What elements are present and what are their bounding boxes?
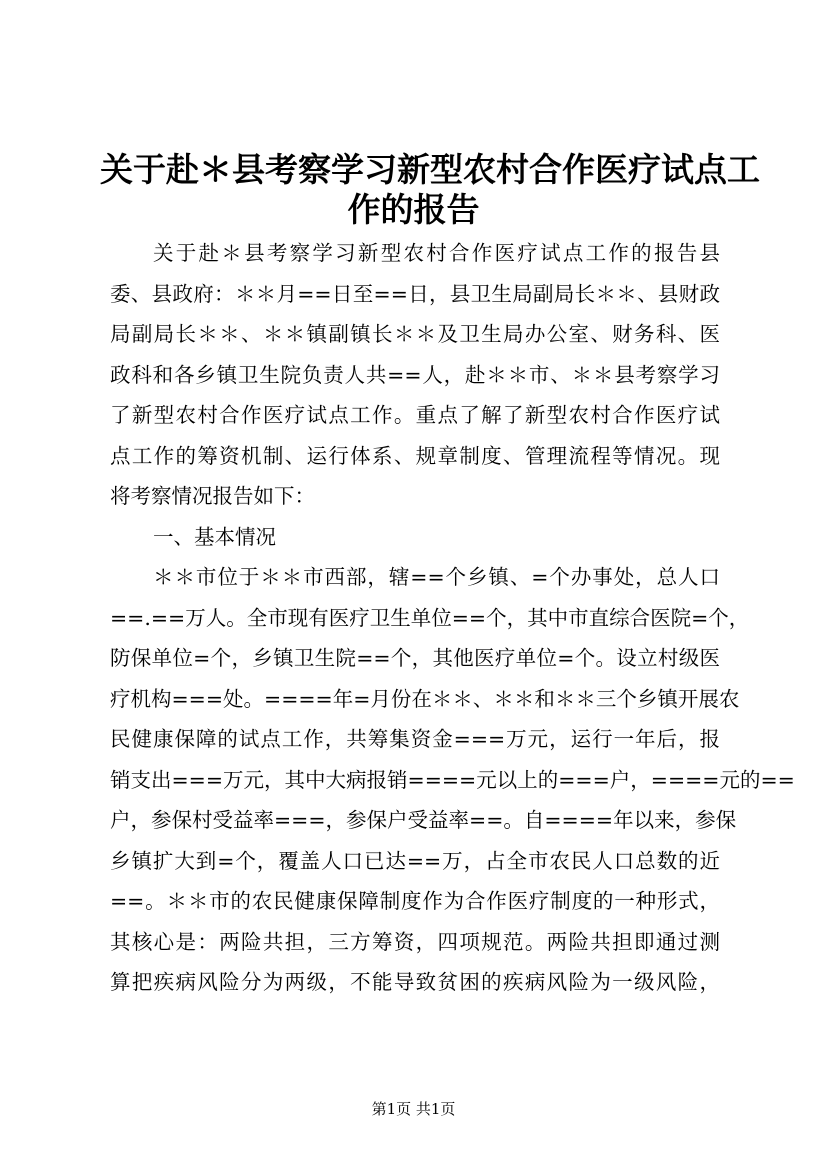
document-title: [100, 150, 760, 230]
body-line: 户，参保村受益率===，参保户受益率==。自====年以来，参保: [110, 808, 737, 832]
body-line: 乡镇扩大到=个，覆盖人口已达==万，占全市农民人口总数的近: [110, 848, 720, 873]
body-line: ==.==万人。全市现有医疗卫生单位==个，其中市直综合医院=个，: [110, 605, 750, 630]
body-line: ==。＊＊市的农民健康保障制度作为合作医疗制度的一种形式，: [110, 889, 720, 913]
body-line: 防保单位=个，乡镇卫生院==个，其他医疗单位=个。设立村级医: [110, 646, 720, 670]
body-line: 关于赴＊县考察学习新型农村合作医疗试点工作的报告县: [153, 241, 720, 265]
body-line: 销支出===万元，其中大病报销====元以上的===户，====元的==: [110, 767, 795, 792]
body-line: ＊＊市位于＊＊市西部，辖==个乡镇、=个办事处，总人口: [153, 565, 720, 589]
body-line: 了新型农村合作医疗试点工作。重点了解了新型农村合作医疗试: [110, 403, 720, 427]
body-line: 其核心是：两险共担，三方筹资，四项规范。两险共担即通过测: [110, 929, 720, 954]
body-line: 委、县政府：＊＊月==日至==日，县卫生局副局长＊＊、县财政: [110, 281, 720, 306]
body-line: 民健康保障的试点工作，共筹集资金===万元，运行一年后，报: [110, 727, 720, 751]
body-line: 疗机构===处。====年=月份在＊＊、＊＊和＊＊三个乡镇开展农: [110, 686, 740, 711]
document-body: [110, 233, 795, 1003]
title-line-2: 作的报告: [347, 190, 480, 229]
body-line: 算把疾病风险分为两级，不能导致贫困的疾病风险为一级风险，: [110, 970, 720, 994]
title-line-1: 关于赴＊县考察学习新型农村合作医疗试点工: [100, 150, 760, 189]
body-line: 政科和各乡镇卫生院负责人共==人，赴＊＊市、＊＊县考察学习: [110, 362, 720, 387]
body-line: 点工作的筹资机制、运行体系、规章制度、管理流程等情况。现: [110, 443, 720, 468]
body-line: 将考察情况报告如下：: [110, 484, 315, 508]
page-footer: 第1页 共1页: [371, 1100, 456, 1118]
body-line: 局副局长＊＊、＊＊镇副镇长＊＊及卫生局办公室、财务科、医: [110, 322, 720, 346]
body-line: 一、基本情况: [153, 524, 276, 549]
